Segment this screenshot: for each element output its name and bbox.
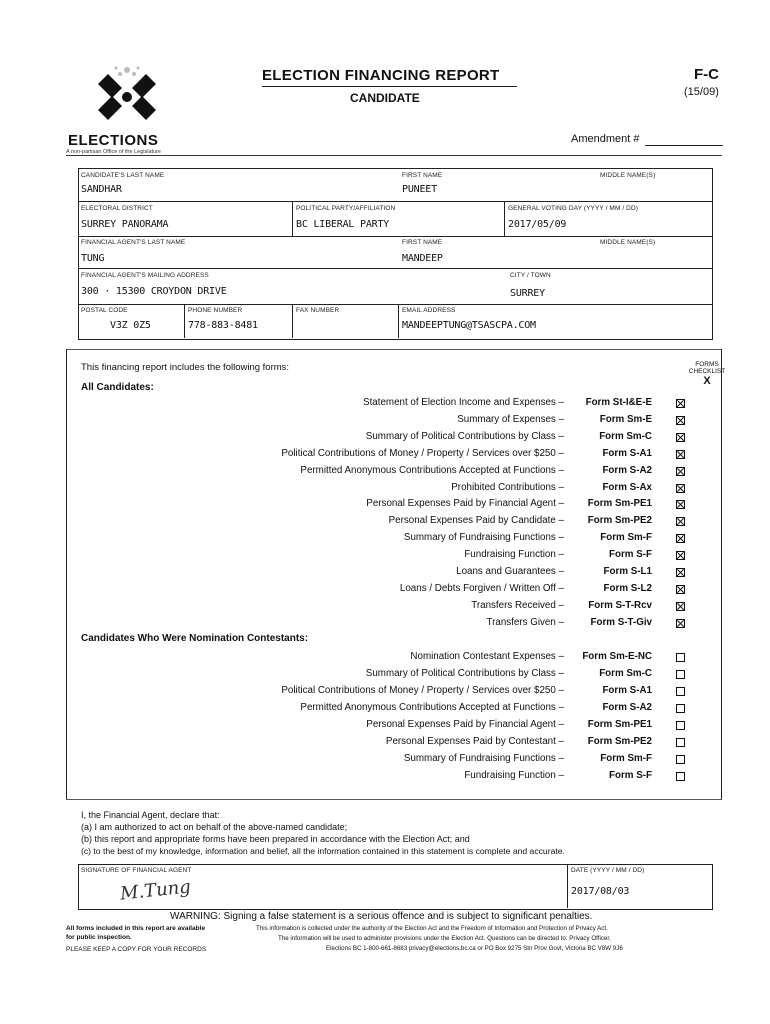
- form-row-code: Form S-T-Giv: [590, 616, 652, 628]
- grid-line: [292, 202, 293, 236]
- form-code: F-C: [694, 66, 719, 83]
- checklist-header-forms: FORMS: [695, 361, 719, 368]
- form-checkbox[interactable]: [676, 534, 685, 543]
- form-row-description: Summary of Fundraising Functions –: [403, 753, 564, 764]
- form-checkbox[interactable]: [676, 517, 685, 526]
- agent-first-name-label: FIRST NAME: [402, 239, 443, 246]
- form-row-code: Form Sm-E-NC: [582, 651, 652, 662]
- form-row-description: Summary of Political Contributions by Class –: [365, 430, 564, 442]
- phone-field[interactable]: 778-883-8481: [188, 320, 258, 331]
- candidate-last-name-field[interactable]: SANDHAR: [81, 184, 122, 195]
- agent-first-name-field[interactable]: MANDEEP: [402, 253, 443, 264]
- grid-line: [78, 236, 712, 237]
- postal-code-label: POSTAL CODE: [81, 307, 128, 314]
- page-subtitle: CANDIDATE: [350, 91, 420, 105]
- form-checkbox[interactable]: [676, 653, 685, 662]
- candidate-last-name-label: CANDIDATE'S LAST NAME: [81, 172, 165, 179]
- form-row-code: Form Sm-F: [600, 753, 652, 764]
- page-title: ELECTION FINANCING REPORT: [262, 67, 500, 84]
- form-row-description: Permitted Anonymous Contributions Accepted at Functions –: [300, 464, 564, 476]
- form-row-code: Form S-A2: [602, 702, 652, 713]
- form-checkbox[interactable]: [676, 687, 685, 696]
- form-row-code: Form S-A2: [602, 464, 652, 476]
- grid-line: [78, 268, 712, 269]
- form-checkbox[interactable]: [676, 755, 685, 764]
- form-checkbox[interactable]: [676, 619, 685, 628]
- section-divider: [66, 349, 722, 350]
- agent-city-label: CITY / TOWN: [510, 272, 551, 279]
- forms-intro: This financing report includes the following forms:: [81, 362, 290, 373]
- form-row-description: Transfers Given –: [486, 616, 564, 628]
- grid-line: [504, 202, 505, 236]
- form-checkbox[interactable]: [676, 416, 685, 425]
- postal-code-field[interactable]: V3Z 0Z5: [110, 320, 151, 331]
- checklist-header-checklist: CHECKLIST: [688, 368, 726, 375]
- footer-public-1: All forms included in this report are available: [66, 925, 206, 932]
- form-row-description: Summary of Political Contributions by Class –: [365, 668, 564, 679]
- section-border-left: [66, 349, 67, 799]
- checklist-header-x: X: [703, 375, 711, 387]
- agent-middle-name-label: MIDDLE NAME(S): [600, 239, 656, 246]
- candidate-info-grid: [78, 168, 713, 340]
- agent-last-name-field[interactable]: TUNG: [81, 253, 105, 264]
- form-checkbox[interactable]: [676, 772, 685, 781]
- voting-day-field[interactable]: 2017/05/09: [508, 219, 567, 230]
- title-underline: [262, 86, 517, 87]
- form-row-description: Transfers Received –: [471, 599, 564, 611]
- declaration-b: (b) this report and appropriate forms have been prepared in accordance with the Election Act; and: [81, 834, 470, 844]
- form-row-description: Statement of Election Income and Expenses –: [363, 397, 564, 408]
- elections-bc-logo: [92, 62, 162, 124]
- form-row-code: Form Sm-PE1: [587, 719, 652, 730]
- form-checkbox[interactable]: [676, 585, 685, 594]
- form-row-description: Nomination Contestant Expenses –: [410, 651, 564, 662]
- header-divider: [66, 155, 722, 156]
- form-row-description: Political Contributions of Money / Property / Services over $250 –: [281, 447, 564, 459]
- party-field[interactable]: BC LIBERAL PARTY: [296, 219, 390, 230]
- form-row-description: Personal Expenses Paid by Financial Agent –: [366, 498, 564, 510]
- form-checkbox[interactable]: [676, 602, 685, 611]
- form-row-description: Prohibited Contributions –: [451, 481, 564, 493]
- form-row-code: Form S-A1: [602, 685, 652, 696]
- amendment-label: Amendment #: [571, 133, 640, 145]
- voting-day-label: GENERAL VOTING DAY (YYYY / MM / DD): [508, 205, 639, 212]
- candidate-middle-name-label: MIDDLE NAME(S): [600, 172, 656, 179]
- form-row-code: Form Sm-PE2: [587, 515, 652, 527]
- form-row-description: Summary of Fundraising Functions –: [403, 532, 564, 544]
- form-version-date: (15/09): [684, 86, 719, 98]
- agent-address-label: FINANCIAL AGENT'S MAILING ADDRESS: [81, 272, 209, 279]
- checklist-header: [682, 361, 732, 387]
- candidate-first-name-field[interactable]: PUNEET: [402, 184, 437, 195]
- form-row-code: Form S-T-Rcv: [588, 599, 652, 611]
- grid-line: [398, 305, 399, 338]
- form-row-code: Form Sm-E: [599, 413, 652, 425]
- agent-address-field[interactable]: 300 · 15300 CROYDON DRIVE: [81, 286, 227, 297]
- form-row-code: Form S-L2: [603, 582, 652, 594]
- form-checkbox[interactable]: [676, 500, 685, 509]
- form-row-description: Personal Expenses Paid by Candidate –: [388, 515, 564, 527]
- grid-line: [184, 305, 185, 338]
- declaration-lead: I, the Financial Agent, declare that:: [81, 810, 220, 820]
- grid-line: [78, 304, 712, 305]
- form-row-description: Fundraising Function –: [464, 770, 564, 781]
- form-checkbox[interactable]: [676, 670, 685, 679]
- form-row-code: Form Sm-PE1: [587, 498, 652, 510]
- form-row-code: Form St-I&E-E: [585, 397, 652, 408]
- section-border-right: [721, 349, 722, 799]
- form-row-description: Personal Expenses Paid by Contestant –: [385, 736, 564, 747]
- form-row-code: Form S-A1: [602, 447, 652, 459]
- form-row-code: Form S-Ax: [602, 481, 652, 493]
- nomination-title: Candidates Who Were Nomination Contestants:: [81, 633, 309, 644]
- email-field[interactable]: MANDEEPTUNG@TSASCPA.COM: [402, 320, 536, 331]
- form-checkbox[interactable]: [676, 467, 685, 476]
- footer-keep-copy: PLEASE KEEP A COPY FOR YOUR RECORDS: [66, 946, 207, 953]
- agent-city-field[interactable]: SURREY: [510, 288, 545, 299]
- form-row-code: Form Sm-C: [599, 430, 652, 442]
- footer-privacy-3: Elections BC 1-800-661-8683 privacy@elections.bc.ca or PO Box 9275 Stn Prov Govt, Victoria BC V8W 9J6: [326, 945, 623, 952]
- amendment-field[interactable]: [645, 145, 723, 146]
- form-row-code: Form Sm-C: [599, 668, 652, 679]
- form-checkbox[interactable]: [676, 568, 685, 577]
- form-row-code: Form S-F: [609, 549, 652, 561]
- grid-line: [292, 305, 293, 338]
- form-row-description: Political Contributions of Money / Property / Services over $250 –: [281, 685, 564, 696]
- form-checkbox[interactable]: [676, 551, 685, 560]
- form-row-code: Form S-L1: [603, 566, 652, 577]
- form-row-code: Form Sm-F: [600, 532, 652, 544]
- grid-line: [78, 201, 712, 202]
- phone-label: PHONE NUMBER: [188, 307, 243, 314]
- form-checkbox[interactable]: [676, 399, 685, 408]
- form-row-description: Loans / Debts Forgiven / Written Off –: [399, 582, 564, 594]
- form-row-description: Permitted Anonymous Contributions Accepted at Functions –: [300, 702, 564, 713]
- agent-last-name-label: FINANCIAL AGENT'S LAST NAME: [81, 239, 186, 246]
- agent-signature[interactable]: M.Tung: [119, 876, 192, 905]
- declaration-c: (c) to the best of my knowledge, information and belief, all the information contained in this statement is complete and accurate.: [81, 846, 565, 856]
- email-label: EMAIL ADDRESS: [402, 307, 456, 314]
- grid-line: [567, 865, 568, 908]
- declaration-divider: [66, 799, 722, 800]
- footer-privacy-1: This information is collected under the authority of the Election Act and the Freedom of Information and Protection of Privacy Act.: [256, 925, 608, 932]
- signature-label: SIGNATURE OF FINANCIAL AGENT: [81, 867, 192, 874]
- fax-label: FAX NUMBER: [296, 307, 340, 314]
- form-checkbox[interactable]: [676, 704, 685, 713]
- warning-text: WARNING: Signing a false statement is a serious offence and is subject to significant penalties.: [170, 911, 593, 922]
- form-row-description: Personal Expenses Paid by Financial Agent –: [366, 719, 564, 730]
- logo-subtext: A non-partisan Office of the Legislature: [66, 149, 161, 155]
- signature-date-field[interactable]: 2017/08/03: [571, 886, 630, 897]
- footer-privacy-2: The information will be used to administer provisions under the Election Act. Questions can be directed to: Privacy Officer,: [278, 935, 611, 942]
- party-label: POLITICAL PARTY/AFFILIATION: [296, 205, 396, 212]
- form-row-code: Form Sm-PE2: [587, 736, 652, 747]
- form-row-code: Form S-F: [609, 770, 652, 781]
- form-checkbox[interactable]: [676, 721, 685, 730]
- form-checkbox[interactable]: [676, 450, 685, 459]
- district-field[interactable]: SURREY PANORAMA: [81, 219, 169, 230]
- logo-wordmark: ELECTIONS: [68, 132, 159, 149]
- form-checkbox[interactable]: [676, 738, 685, 747]
- district-label: ELECTORAL DISTRICT: [81, 205, 153, 212]
- form-checkbox[interactable]: [676, 484, 685, 493]
- footer-public-2: for public inspection.: [66, 934, 132, 941]
- declaration-a: (a) I am authorized to act on behalf of the above-named candidate;: [81, 822, 348, 832]
- candidate-first-name-label: FIRST NAME: [402, 172, 443, 179]
- form-row-description: Summary of Expenses –: [457, 413, 564, 425]
- form-row-description: Loans and Guarantees –: [456, 566, 564, 577]
- all-candidates-title: All Candidates:: [81, 382, 154, 393]
- date-label: DATE (YYYY / MM / DD): [571, 867, 645, 874]
- form-checkbox[interactable]: [676, 433, 685, 442]
- form-row-description: Fundraising Function –: [464, 549, 564, 561]
